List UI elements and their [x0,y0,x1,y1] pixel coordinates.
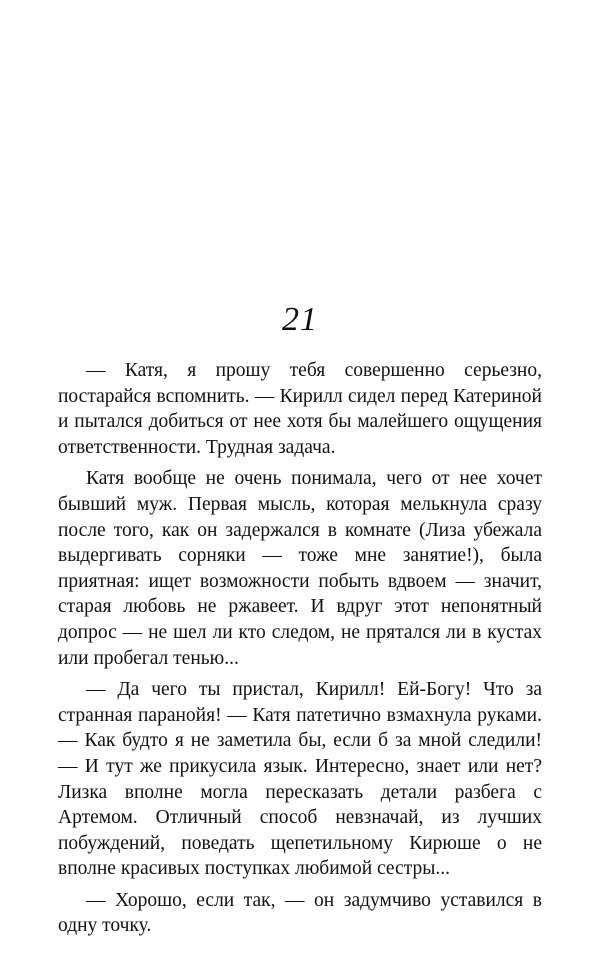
paragraph-1: — Катя, я прошу тебя совершенно серьезно, постарайся вспомнить. — Кирилл сидел перед Катериной и пытался добиться от нее хотя бы малейшего ощущения ответственности. Трудная задача. [58,360,542,458]
paragraph-3: — Да чего ты пристал, Кирилл! Ей-Богу! Что за странная паранойя! — Катя патетично взмахнула руками. — Как будто я не заметила бы, если б за мной следили! — И тут же прикусила язык. Интересно, знает или нет? Лизка вполне могла пересказать детали разбега с Артемом. Отличный способ невзначай, из лучших побуждений, поведать щепетильному Кирюше о не вполне красивых поступках любимой сестры... [58,679,542,880]
paragraph-4: — Хорошо, если так, — он задумчиво уставился в одну точку. [58,889,542,937]
chapter-text [58,358,542,939]
chapter-number: 21 [282,301,318,338]
paragraph-2: Катя вообще не очень понимала, чего от нее хочет бывший муж. Первая мысль, которая мелькнула сразу после того, как он задержался в комнате (Лиза убежала выдергивать сорняки — тоже мне занятие!), была приятная: ищет возможности побыть вдвоем — значит, старая любовь не ржавеет. И вдруг этот непонятный допрос — не шел ли кто следом, не прятался ли в кустах или пробегал тенью... [58,468,542,669]
